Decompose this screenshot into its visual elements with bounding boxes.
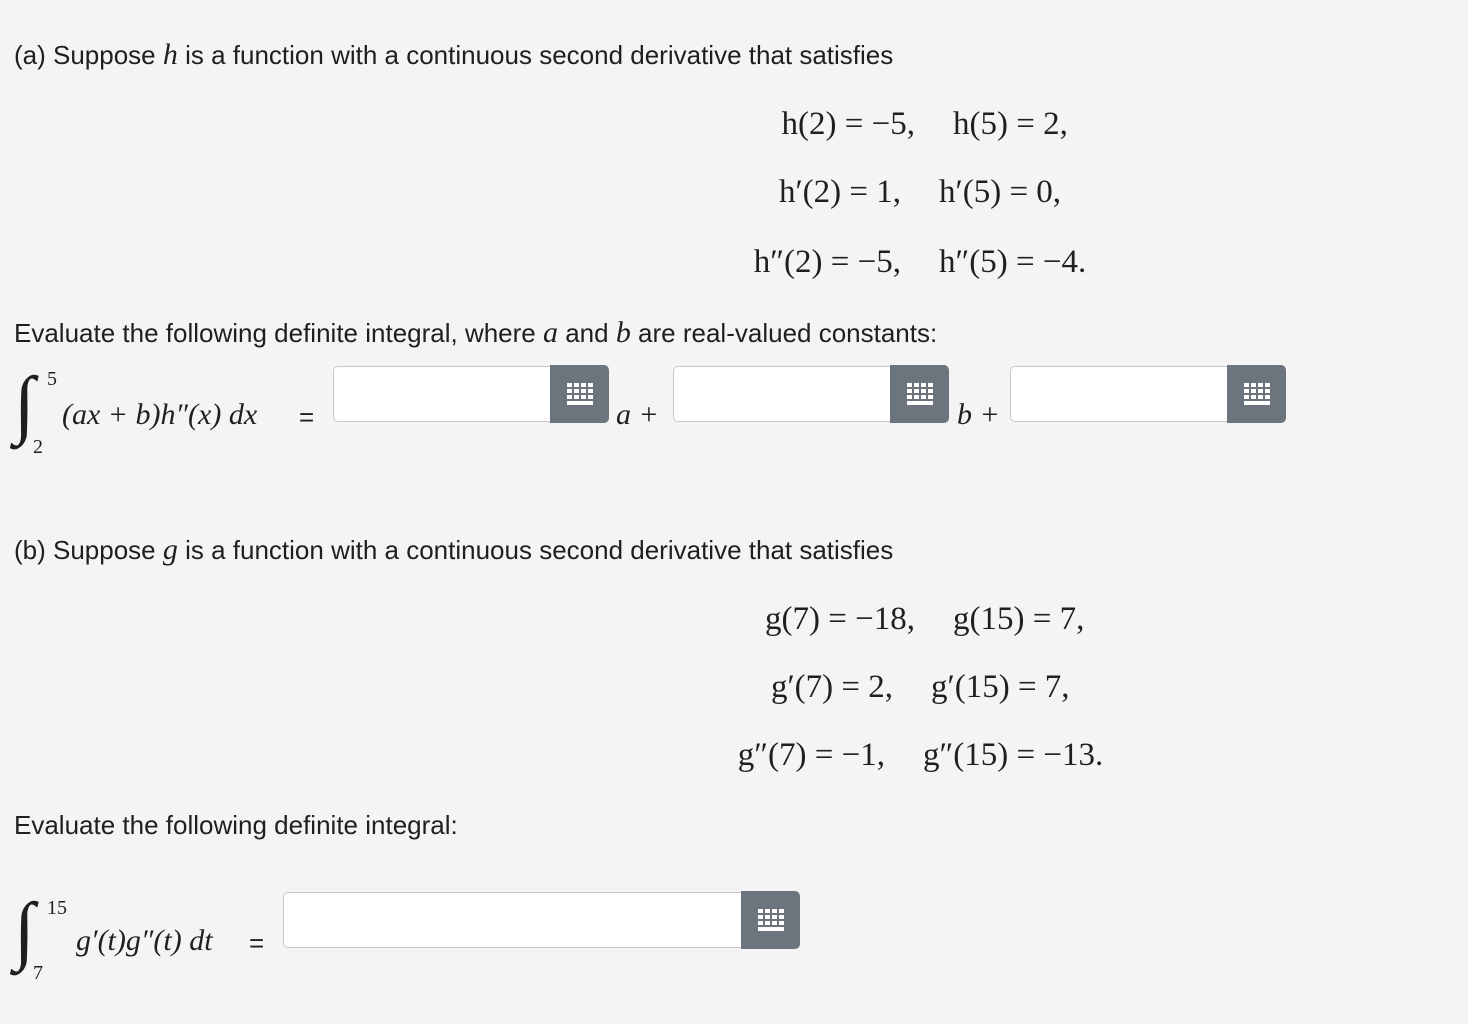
keypad-button[interactable]	[741, 891, 800, 949]
suffix-b-plus-text: b +	[957, 398, 1000, 431]
part-a-intro	[14, 40, 893, 70]
part-b-suffix: is a function with a continuous second derivative that satisfies	[177, 535, 894, 565]
keypad-grid-icon	[907, 383, 933, 405]
suffix-b-plus	[957, 398, 1000, 432]
condition-right: g(15) = 7,	[953, 601, 1085, 637]
keypad-button[interactable]	[890, 365, 949, 423]
part-b-condition-row-2	[560, 671, 1070, 704]
integrand: (ax + b)h″(x) dx	[62, 398, 258, 431]
part-b-intro	[14, 535, 893, 565]
instruction-prefix: Evaluate the following definite integral, where	[14, 318, 543, 348]
condition-left: h″(2) = −5,	[753, 244, 901, 280]
part-b-instruction: Evaluate the following definite integral:	[14, 810, 458, 840]
part-a-integral	[14, 362, 344, 463]
part-a-condition-row-1	[560, 108, 1068, 141]
condition-right: h′(5) = 0,	[939, 174, 1062, 210]
part-a-function-var: h	[162, 38, 178, 71]
answer-group-b-coefficient	[673, 366, 949, 424]
condition-left: h′(2) = 1,	[778, 174, 901, 210]
answer-input-b-coefficient[interactable]	[673, 366, 890, 422]
part-a-condition-row-3	[560, 246, 1086, 279]
condition-left: g″(7) = −1,	[737, 737, 885, 773]
instruction-suffix: are real-valued constants:	[630, 318, 938, 348]
integral-lower-limit: 2	[33, 436, 43, 458]
part-a-instruction	[14, 318, 937, 348]
answer-input-constant[interactable]	[1010, 366, 1227, 422]
part-b-condition-row-1	[560, 603, 1084, 636]
answer-group-a-coefficient	[333, 366, 609, 424]
part-a-condition-row-2	[560, 176, 1061, 209]
equals-sign: =	[249, 928, 265, 958]
answer-input-part-b[interactable]	[283, 892, 741, 948]
condition-right: g′(15) = 7,	[931, 669, 1070, 705]
suffix-a-plus-text: a +	[616, 398, 659, 431]
answer-group-constant	[1010, 366, 1286, 424]
suffix-a-plus	[616, 398, 659, 432]
answer-group-part-b	[283, 892, 800, 950]
integral-sign: ∫	[14, 362, 35, 446]
constant-a: a	[543, 316, 558, 349]
equals-sign: =	[299, 402, 315, 432]
part-a-suffix: is a function with a continuous second derivative that satisfies	[177, 40, 894, 70]
condition-right: h(5) = 2,	[953, 106, 1068, 142]
keypad-grid-icon	[758, 909, 784, 931]
condition-left: h(2) = −5,	[781, 106, 915, 142]
part-b-integral	[14, 888, 284, 989]
part-b-function-var: g	[162, 533, 178, 566]
constant-b: b	[615, 316, 631, 349]
integral-upper-limit: 15	[47, 897, 67, 919]
keypad-button[interactable]	[1227, 365, 1286, 423]
condition-right: h″(5) = −4.	[939, 244, 1087, 280]
part-b-prefix: (b) Suppose	[14, 535, 163, 565]
integral-lower-limit: 7	[33, 962, 43, 984]
part-a-prefix: (a) Suppose	[14, 40, 163, 70]
integrand: g′(t)g″(t) dt	[76, 924, 213, 957]
answer-input-a-coefficient[interactable]	[333, 366, 550, 422]
part-b-condition-row-3	[560, 739, 1103, 772]
keypad-grid-icon	[567, 383, 593, 405]
keypad-grid-icon	[1244, 383, 1270, 405]
instruction-and: and	[558, 318, 616, 348]
integral-upper-limit: 5	[47, 368, 57, 390]
keypad-button[interactable]	[550, 365, 609, 423]
condition-right: g″(15) = −13.	[923, 737, 1104, 773]
integral-sign: ∫	[14, 888, 35, 972]
condition-left: g(7) = −18,	[765, 601, 915, 637]
condition-left: g′(7) = 2,	[770, 669, 893, 705]
